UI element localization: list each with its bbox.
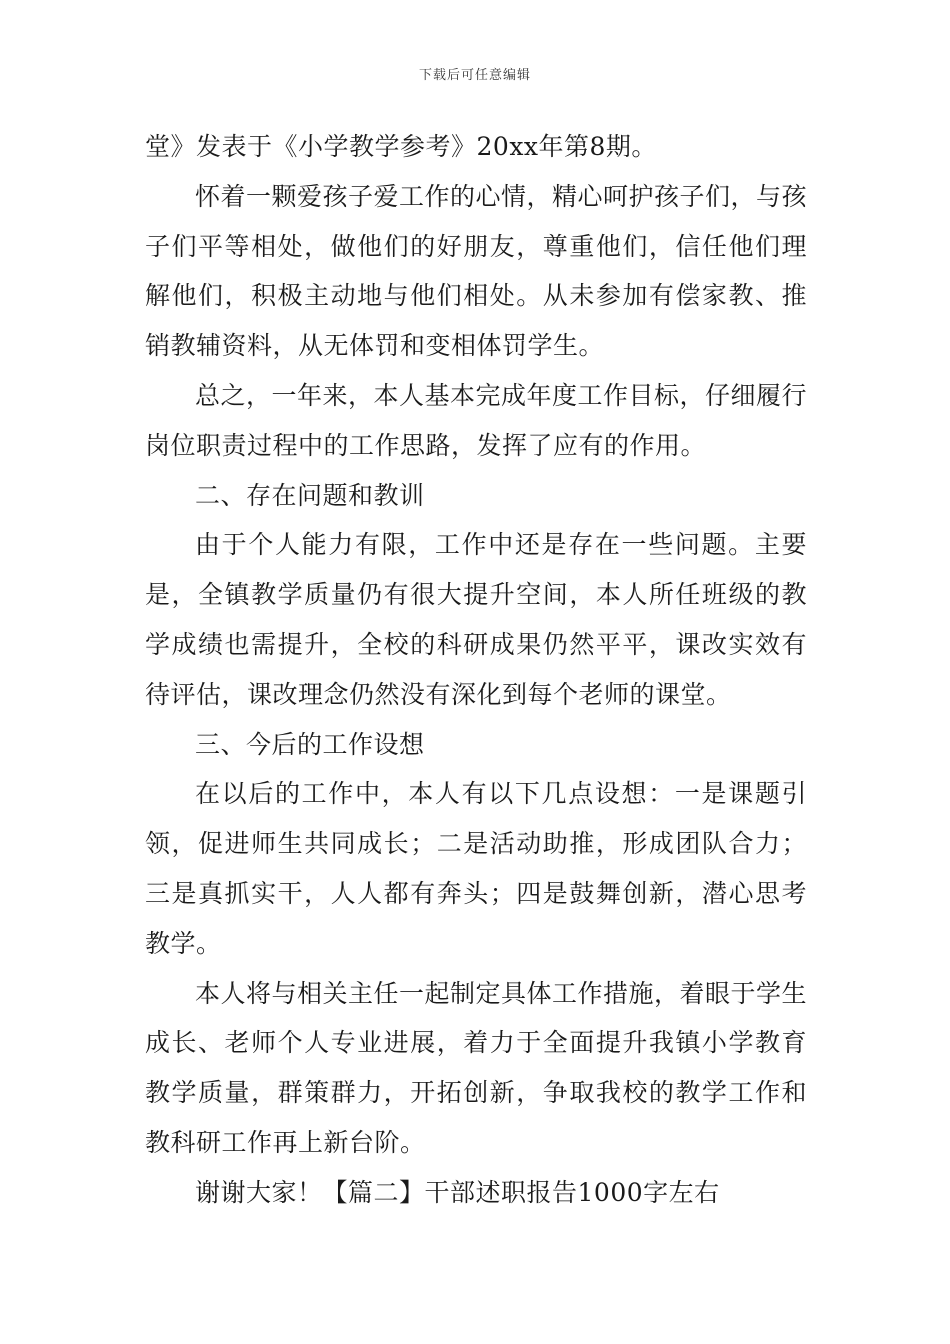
section-heading-problems: 二、存在问题和教训 (195, 480, 425, 510)
paragraph-measures: 本人将与相关主任一起制定具体工作措施，着眼于学生成长、老师个人专业进展，着力于全面提升我镇小学教育教学质量，群策群力，开拓创新，争取我校的教学工作和教科研工作再上新台阶。 (145, 978, 808, 1157)
page-header: 下载后可任意编辑 (418, 68, 531, 83)
paragraph-summary: 总之，一年来，本人基本完成年度工作目标，仔细履行岗位职责过程中的工作思路，发挥了应有的作用。 (145, 380, 808, 460)
paragraph-problems: 由于个人能力有限，工作中还是存在一些问题。主要是，全镇教学质量仍有很大提升空间，本人所任班级的教学成绩也需提升，全校的科研成果仍然平平，课改实效有待评估，课改理念仍然没有深化到每个老师的课堂。 (145, 530, 807, 709)
paragraph-future-plans: 在以后的工作中，本人有以下几点设想：一是课题引领，促进师生共同成长；二是活动助推，形成团队合力；三是真抓实干，人人都有奔头；四是鼓舞创新，潜心思考教学。 (145, 779, 807, 958)
document-body (145, 122, 807, 1218)
paragraph-continuation: 堂》发表于《小学教学参考》20xx年第8期。 (145, 132, 657, 161)
paragraph-closing: 谢谢大家！【篇二】干部述职报告1000字左右 (195, 1177, 720, 1207)
paragraph-care-for-students: 怀着一颗爱孩子爱工作的心情，精心呵护孩子们，与孩子们平等相处，做他们的好朋友，尊重他们，信任他们理解他们，积极主动地与他们相处。从未参加有偿家教、推销教辅资料，从无体罚和变相体罚学生。 (145, 181, 808, 361)
section-heading-future-plans: 三、今后的工作设想 (195, 729, 425, 759)
